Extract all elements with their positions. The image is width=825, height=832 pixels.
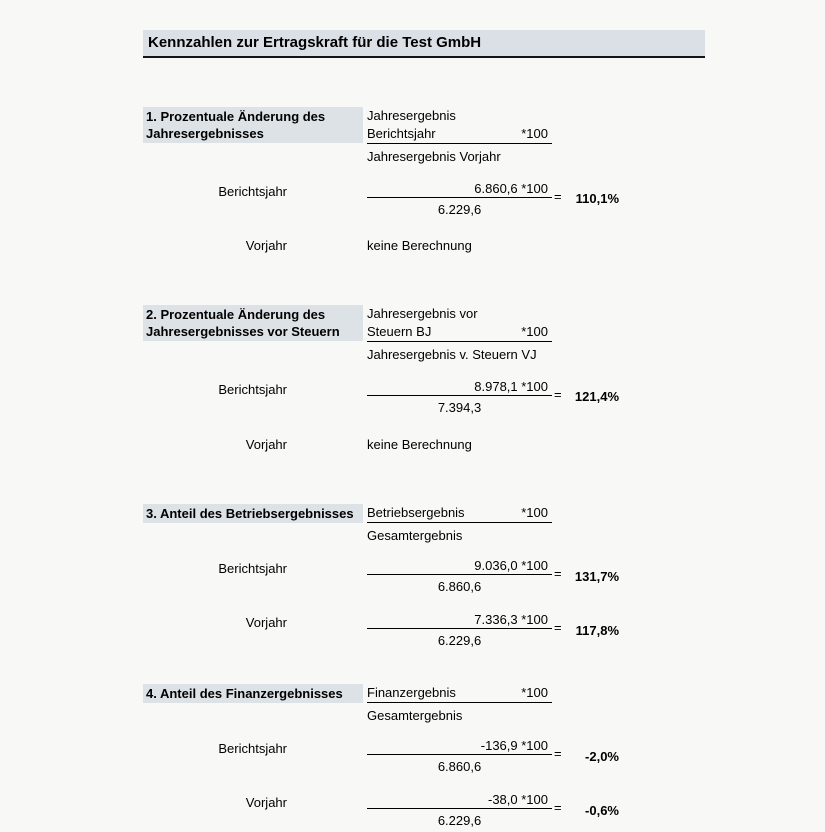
report-title: Kennzahlen zur Ertragskraft für die Test GmbH [143,30,705,58]
row-label-vorjahr: Vorjahr [245,615,287,630]
formula-numerator-text: Steuern BJ [367,324,432,339]
section-4-label [143,684,363,703]
row-label-vorjahr: Vorjahr [245,437,287,452]
formula-numerator-line1: Jahresergebnis [367,108,456,123]
no-calculation-note: keine Berechnung [367,437,472,452]
result-value: 131,7% [574,569,619,584]
fraction [367,791,552,829]
formula-numerator-line1: Jahresergebnis vor [367,306,478,321]
result-value: 110,1% [575,191,619,206]
formula-denominator: Jahresergebnis v. Steuern VJ [367,347,537,362]
fraction-denominator: 6.229,6 [437,202,482,217]
fraction [367,378,552,416]
result-value: -2,0% [585,749,619,764]
row-label-vorjahr: Vorjahr [245,795,287,810]
section-3-label [143,504,363,523]
section-label-line: Jahresergebnisses vor Steuern [146,324,340,339]
fraction-numerator: 9.036,0 *100 [367,557,552,575]
section-label-line: Jahresergebnisses [146,126,264,141]
formula-numerator-text: Finanzergebnis [367,685,456,700]
fraction [367,180,552,218]
row-label-berichtsjahr: Berichtsjahr [218,382,287,397]
fraction-denominator: 6.860,6 [437,759,482,774]
row-label-berichtsjahr: Berichtsjahr [218,561,287,576]
formula-multiplier: *100 [521,505,548,520]
result-value: 121,4% [574,389,619,404]
fraction-denominator: 6.229,6 [437,813,482,828]
result-value: -0,6% [585,803,619,818]
result-value: 117,8% [575,623,619,638]
section-4-formula [367,684,552,725]
fraction-denominator: 6.229,6 [437,633,482,648]
fraction-numerator: -38,0 *100 [367,791,552,809]
formula-denominator: Gesamtergebnis [367,528,463,543]
fraction-numerator: -136,9 *100 [367,737,552,755]
row-label-vorjahr: Vorjahr [245,238,287,253]
formula-numerator-line [367,504,552,523]
formula-numerator-line2 [367,125,552,144]
section-label-line: 3. Anteil des Betriebsergebnisses [146,506,354,521]
fraction-numerator: 8.978,1 *100 [367,378,552,396]
formula-numerator-text: Berichtsjahr [367,126,436,141]
formula-numerator-line2 [367,323,552,342]
equals-sign: = [554,620,562,635]
row-label-berichtsjahr: Berichtsjahr [218,741,287,756]
fraction-denominator: 6.860,6 [437,579,482,594]
formula-numerator-text: Betriebsergebnis [367,505,465,520]
row-label-berichtsjahr: Berichtsjahr [218,184,287,199]
fraction [367,737,552,775]
no-calculation-note: keine Berechnung [367,238,472,253]
fraction-numerator: 7.336,3 *100 [367,611,552,629]
formula-multiplier: *100 [521,324,548,339]
section-2-label [143,305,363,341]
equals-sign: = [554,800,562,815]
equals-sign: = [554,189,562,204]
section-2-formula [367,304,552,364]
formula-denominator: Gesamtergebnis [367,708,463,723]
fraction [367,557,552,595]
formula-numerator-line [367,684,552,703]
formula-multiplier: *100 [521,126,548,141]
equals-sign: = [554,566,562,581]
formula-multiplier: *100 [521,685,548,700]
equals-sign: = [554,387,562,402]
section-1-label [143,107,363,143]
section-label-line: 1. Prozentuale Änderung des [146,109,326,124]
fraction-denominator: 7.394,3 [437,400,482,415]
section-1-formula [367,106,552,166]
fraction [367,611,552,649]
section-label-line: 2. Prozentuale Änderung des [146,307,326,322]
section-3-formula [367,504,552,545]
formula-denominator: Jahresergebnis Vorjahr [367,149,501,164]
fraction-numerator: 6.860,6 *100 [367,180,552,198]
section-label-line: 4. Anteil des Finanzergebnisses [146,686,343,701]
equals-sign: = [554,746,562,761]
